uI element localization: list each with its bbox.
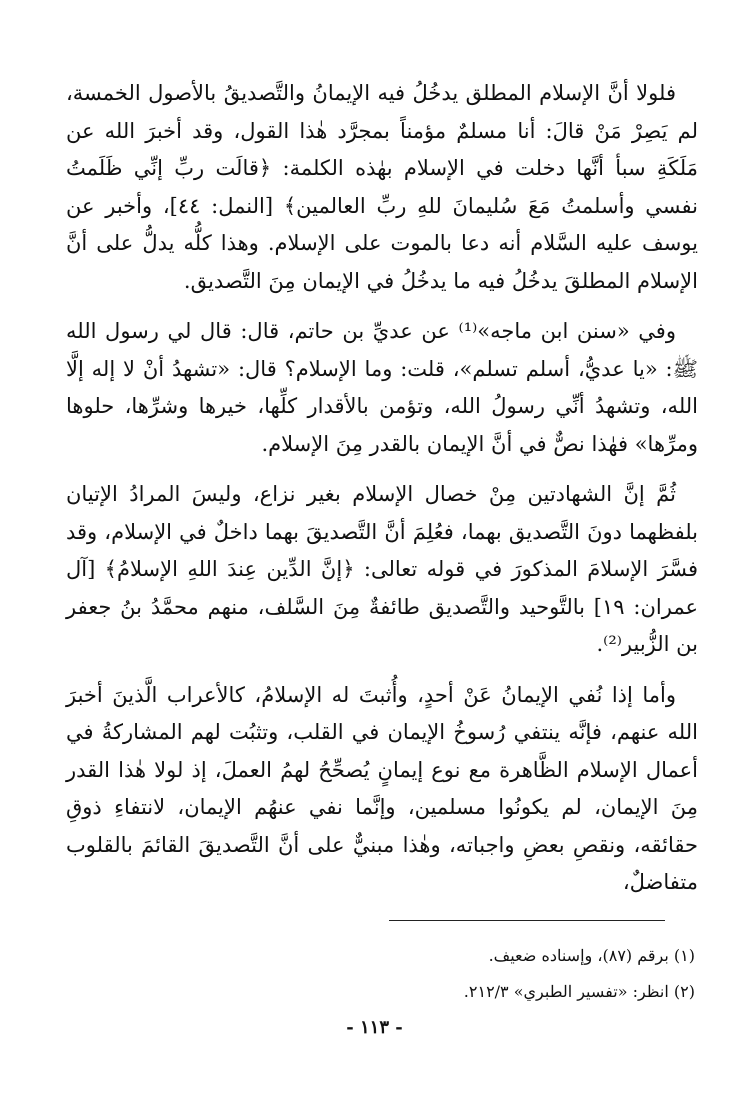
page-number: - ١١٣ - [346, 1017, 403, 1038]
footnotes [300, 938, 695, 1010]
footnote-1: (١) برقم (٨٧)، وإسناده ضعيف. [488, 946, 695, 965]
footnote-divider [389, 920, 665, 921]
footnote-2: (٢) انظر: «تفسير الطبري» ٢١٢/٣. [463, 982, 695, 1001]
main-text [66, 75, 698, 902]
paragraph-4: وأما إذا نُفي الإيمانُ عَنْ أحدٍ، وأُثبتَ له الإسلامُ، كالأعراب الَّذينَ أخبرَ الله عنهم، فإنَّه ينتفي رُسوخُ الإيمان في القلب، وتثبُت لهم المشاركةُ في أعمال الإسلام الظَّاهرة مع نوع إيمانٍ يُصحِّحُ لهمُ العملَ، إذ لولا هٰذا القدر مِنَ الإيمان، لم يكونُوا مسلمين، وإنَّما نفي عنهُم الإيمان، لانتفاءِ ذوقِ حقائقه، ونقصِ بعضِ واجباته، وهٰذا مبنيٌّ على أنَّ التَّصديقَ القائمَ بالقلوب متفاضلٌ، [66, 682, 698, 894]
paragraph-3: ثُمَّ إنَّ الشهادتين مِنْ خصال الإسلام بغير نزاع، وليسَ المرادُ الإتيان بلفظهما دونَ التَّصديق بهما، فعُلِمَ أنَّ التَّصديقَ بهما داخلٌ في الإسلام، وقد فسَّرَ الإسلامَ المذكورَ في قوله تعالى: ﴿إنَّ الدِّين عِندَ اللهِ الإسلامُ﴾ [آل عمران: ١٩] بالتَّوحيد والتَّصديق طائفةٌ مِنَ السَّلف، منهم محمَّدُ بنُ جعفر بن الزُّبير⁽²⁾. [66, 482, 698, 656]
paragraph-2: وفي «سنن ابن ماجه»⁽¹⁾ عن عديِّ بن حاتم، قال: قال لي رسول الله ﷺ: «يا عديُّ، أسلم تسلم»، قلت: وما الإسلام؟ قال: «تشهدُ أنْ لا إله إلَّا الله، وتشهدُ أنِّي رسولُ الله، وتؤمن بالأقدار كلِّها، خيرها وشرِّها، حلوها ومرِّها» فهٰذا نصٌّ في أنَّ الإيمان بالقدر مِنَ الإسلام. [66, 319, 698, 456]
paragraph-1: فلولا أنَّ الإسلام المطلق يدخُلُ فيه الإيمانُ والتَّصديقُ بالأصول الخمسة، لم يَصِرْ مَنْ قالَ: أنا مسلمٌ مؤمناً بمجرَّد هٰذا القول، وقد أخبرَ الله عن مَلَكَةِ سبأ أنَّها دخلت في الإسلام بهٰذه الكلمة: ﴿قالَت ربِّ إنِّي ظَلَمتُ نفسي وأسلمتُ مَعَ سُليمانَ للهِ ربِّ العالمين﴾ [النمل: ٤٤]، وأخبر عن يوسف عليه السَّلام أنه دعا بالموت على الإسلام. وهذا كلُّه يدلُّ على أنَّ الإسلام المطلقَ يدخُلُ فيه ما يدخُلُ في الإيمان مِنَ التَّصديق. [66, 81, 699, 293]
